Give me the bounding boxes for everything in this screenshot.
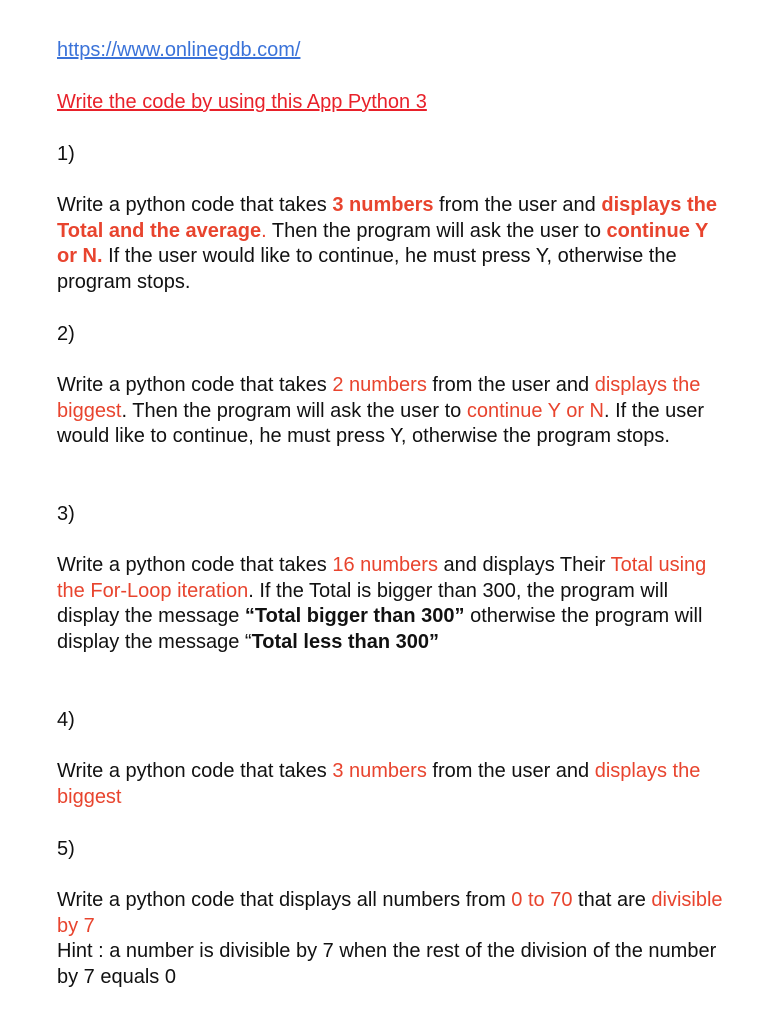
question-5-number: 5) [57, 838, 75, 860]
question-2-text [57, 373, 727, 450]
q3-message-bigger: “Total bigger than 300” [244, 605, 465, 627]
q4-text-1: Write a python code that takes [57, 760, 333, 782]
q3-message-less: Total less than 300” [251, 630, 440, 653]
question-2-number: 2) [57, 323, 75, 345]
q3-text-1: Write a python code that takes [57, 554, 333, 576]
q1-highlight-period: . [261, 219, 267, 242]
q1-highlight-continue: continue Y or N. [57, 219, 709, 267]
q5-highlight-divisible: divisible by 7 [57, 889, 723, 937]
q1-text-4: If the user would like to continue, he must press Y, otherwise the program stops. [57, 245, 677, 293]
question-4-number: 4) [57, 709, 75, 731]
question-1-number: 1) [57, 143, 75, 165]
q2-text-3: . Then the program will ask the user to [121, 399, 467, 422]
q1-text-1: Write a python code that takes [57, 194, 333, 216]
q3-text-2: and displays Their [437, 554, 611, 576]
q1-text-2: from the user and [433, 194, 602, 216]
q2-highlight-numbers: 2 numbers [332, 374, 427, 396]
q5-text-2: that are [572, 889, 652, 911]
onlinegdb-link[interactable]: https://www.onlinegdb.com/ [57, 39, 301, 61]
q1-text-3: Then the program will ask the user to [266, 219, 607, 242]
question-1-text [57, 193, 727, 295]
q3-highlight-for-loop: Total using the For-Loop iteration [57, 554, 707, 602]
q2-highlight-continue: continue Y or N [466, 399, 604, 422]
q3-text-3: . If the Total is bigger than 300, the program will display the message [57, 579, 669, 627]
q2-highlight-biggest: displays the biggest [57, 374, 701, 422]
q2-text-4: . If the user would like to continue, he must press Y, otherwise the program stops. [57, 399, 705, 447]
question-3-text [57, 553, 727, 655]
instruction-heading: Write the code by using this App Python 3 [57, 91, 427, 113]
q4-highlight-numbers: 3 numbers [332, 760, 427, 782]
q1-highlight-total-average: displays the Total and the average [57, 194, 717, 242]
q3-text-4: otherwise the program will display the message [57, 605, 703, 653]
q4-highlight-biggest: displays the biggest [57, 760, 701, 808]
q4-text-2: from the user and [426, 760, 595, 782]
q5-hint: Hint : a number is divisible by 7 when the rest of the division of the number by 7 equals 0 [57, 940, 717, 988]
q1-highlight-numbers: 3 numbers [332, 194, 434, 216]
question-3-number: 3) [57, 503, 75, 525]
q5-text-1: Write a python code that displays all numbers from [57, 889, 512, 911]
q3-quote-open: “ [244, 630, 252, 653]
q2-text-2: from the user and [426, 374, 595, 396]
q3-highlight-numbers: 16 numbers [332, 554, 438, 576]
question-5-text [57, 888, 727, 990]
question-4-text [57, 759, 727, 810]
q5-highlight-range: 0 to 70 [511, 889, 573, 911]
q2-text-1: Write a python code that takes [57, 374, 333, 396]
